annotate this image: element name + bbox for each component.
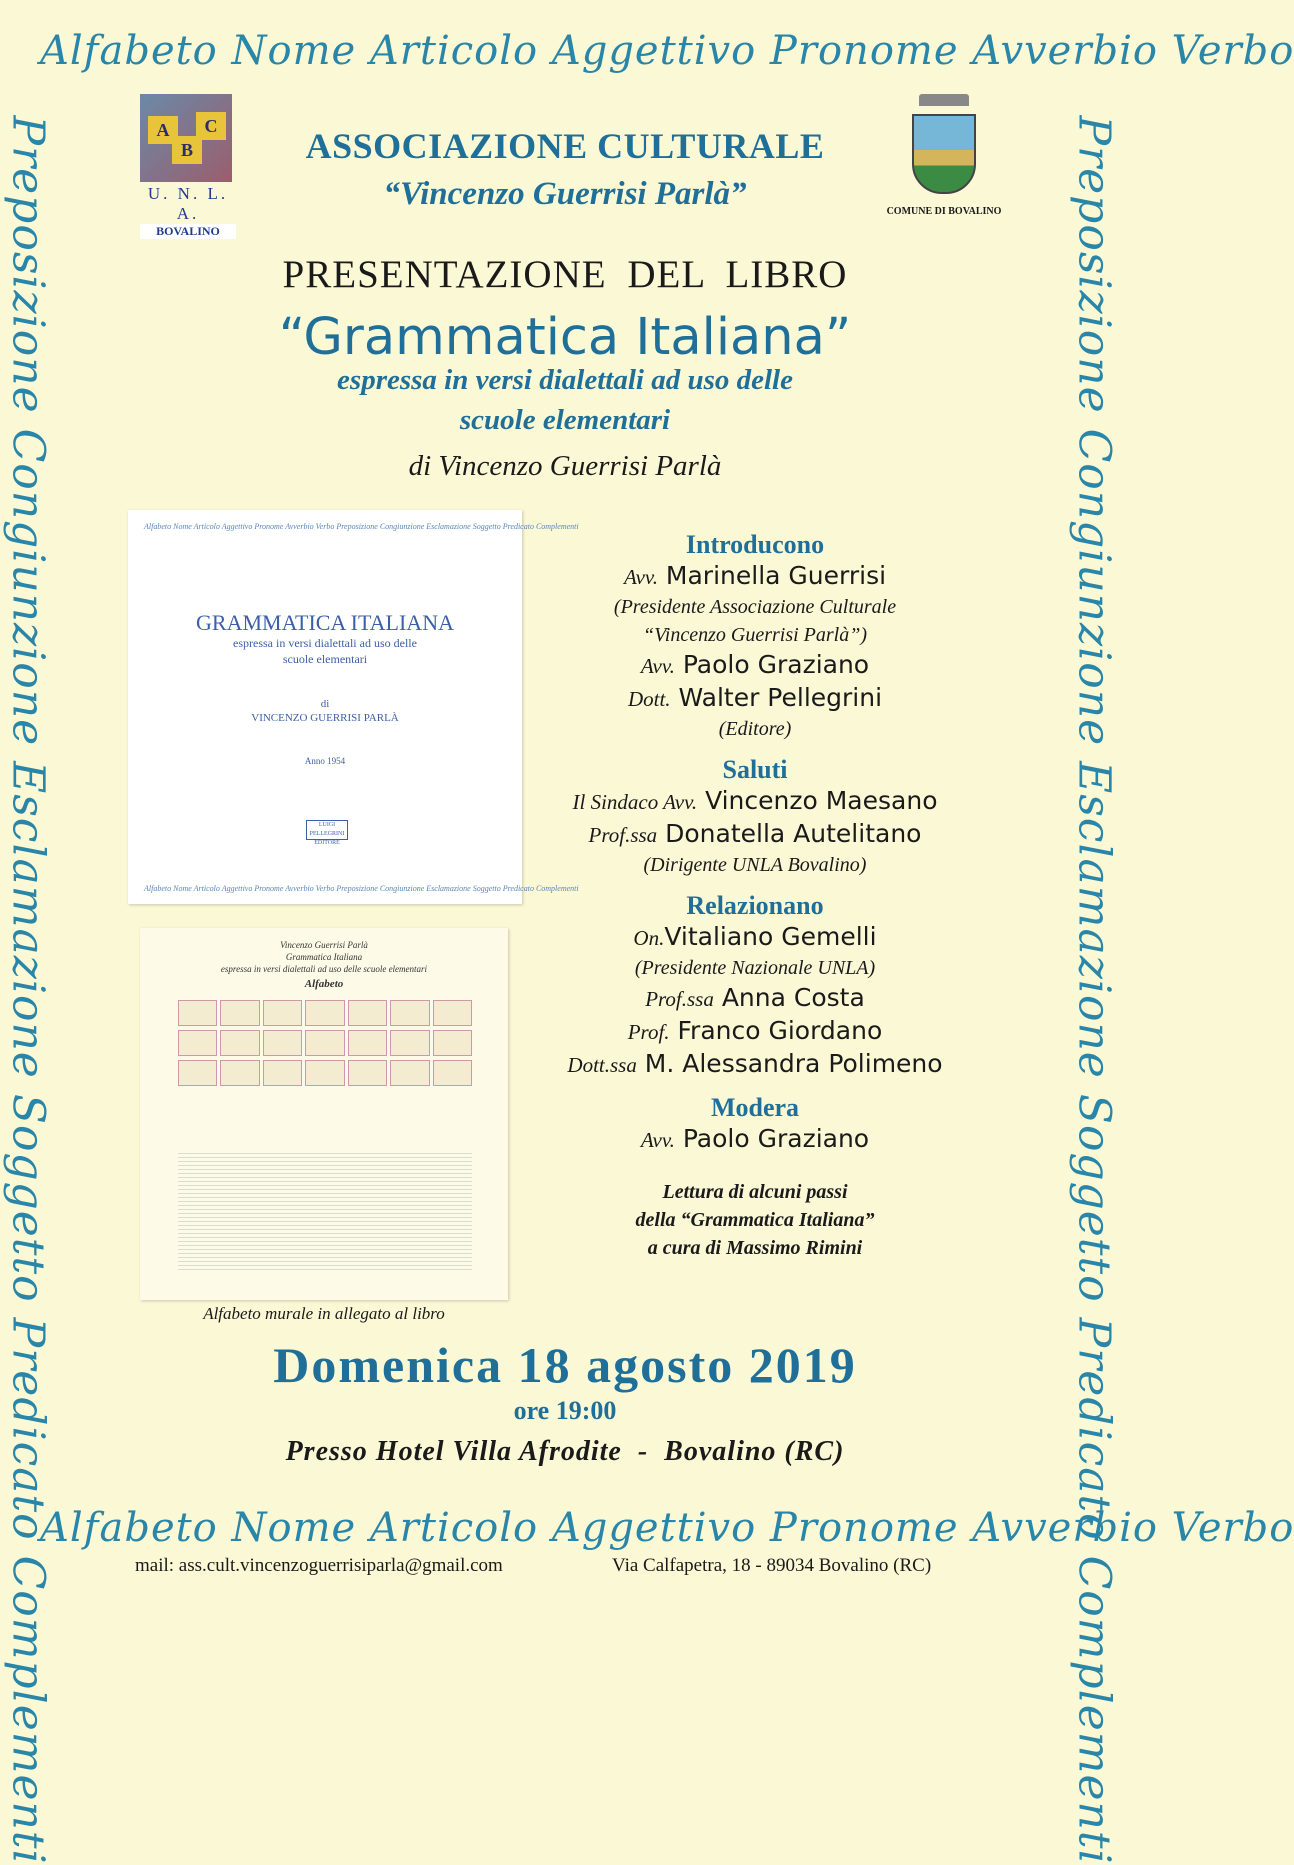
mural-cell	[220, 1030, 259, 1056]
speaker-note: “Vincenzo Guerrisi Parlà”)	[642, 624, 868, 646]
book-subtitle-line1: espressa in versi dialettali ad uso delle	[337, 364, 793, 396]
block-c: C	[196, 112, 226, 140]
speaker-note: (Presidente Nazionale UNLA)	[634, 957, 876, 979]
mural-cell	[433, 1000, 472, 1026]
mural-title: Grammatica Italiana	[285, 952, 363, 962]
cover-author: VINCENZO GUERRISI PARLÀ	[251, 712, 399, 724]
mural-cell	[390, 1030, 429, 1056]
section-introducono: Introducono	[685, 530, 825, 559]
speaker-note: (Presidente Associazione Culturale	[613, 596, 897, 618]
program	[530, 530, 980, 1262]
speaker-name: Walter Pellegrini	[678, 683, 883, 712]
speaker-rel-4	[530, 1048, 980, 1081]
unla-place: BOVALINO	[140, 224, 236, 239]
mural-cell	[263, 1060, 302, 1086]
section-saluti: Saluti	[722, 755, 788, 784]
book-subtitle-line2: scuole elementari	[459, 404, 671, 436]
speaker-rel-1	[530, 921, 980, 954]
cover-border-top: Alfabeto Nome Articolo Aggettivo Pronome Avverbio Verbo Preposizione Congiunzione Esclamazione Soggetto Predicato Complementi	[144, 522, 579, 531]
speaker-note: (Dirigente UNLA Bovalino)	[643, 854, 867, 876]
coat-of-arms-icon	[912, 114, 976, 194]
reading-line-1: Lettura di alcuni passi	[662, 1181, 848, 1203]
border-text-left: Preposizione Congiunzione Esclamazione Soggetto Predicato Complementi	[2, 115, 54, 1865]
cover-title: GRAMMATICA ITALIANA	[196, 610, 454, 635]
speaker-saluti-1	[530, 785, 980, 818]
border-text-right: Preposizione Congiunzione Esclamazione Soggetto Predicato Complementi	[1068, 115, 1120, 1865]
section-modera: Modera	[710, 1093, 800, 1122]
mural-cell	[178, 1060, 217, 1086]
event-time: ore 19:00	[513, 1396, 617, 1425]
mural-cell	[348, 1030, 387, 1056]
speaker-rel-3	[530, 1015, 980, 1048]
speaker-name: Anna Costa	[721, 983, 865, 1012]
speaker-title: Prof.ssa	[645, 987, 714, 1011]
speaker-title: Dott.	[627, 687, 671, 711]
cover-border-bottom: Alfabeto Nome Articolo Aggettivo Pronome Avverbio Verbo Preposizione Congiunzione Esclamazione Soggetto Predicato Complementi	[144, 884, 579, 893]
speaker-note: (Editore)	[718, 718, 792, 740]
cover-year: Anno 1954	[304, 756, 346, 766]
speaker-title: Il Sindaco Avv.	[572, 790, 698, 814]
speaker-name: Vitaliano Gemelli	[664, 922, 877, 951]
speaker-rel-2	[530, 982, 980, 1015]
speaker-title: Prof.	[627, 1020, 670, 1044]
book-title: “Grammatica Italiana”	[278, 308, 852, 367]
speaker-title: Avv.	[623, 565, 658, 589]
mural-cell	[305, 1000, 344, 1026]
event-date: Domenica 18 agosto 2019	[273, 1337, 857, 1393]
mural-cell	[390, 1060, 429, 1086]
block-a: A	[148, 116, 178, 144]
unla-logo	[140, 94, 236, 238]
speaker-name: Franco Giordano	[677, 1016, 883, 1045]
reading-line-2: della “Grammatica Italiana”	[635, 1209, 875, 1231]
cover-di: di	[320, 698, 330, 710]
speaker-title: Avv.	[640, 654, 675, 678]
mural-caption: Alfabeto murale in allegato al libro	[203, 1304, 445, 1323]
speaker-intro-1	[530, 560, 980, 593]
abc-blocks-icon	[140, 94, 232, 182]
speaker-title: On.	[633, 926, 665, 950]
mural-cell	[433, 1030, 472, 1056]
mural-cell	[178, 1030, 217, 1056]
unla-name: U. N. L. A.	[147, 184, 229, 223]
speaker-name: Donatella Autelitano	[665, 819, 922, 848]
footer-address: Via Calfapetra, 18 - 89034 Bovalino (RC)	[612, 1555, 932, 1576]
speaker-intro-3	[530, 682, 980, 715]
crown-icon	[919, 94, 969, 106]
border-text-top: Alfabeto Nome Articolo Aggettivo Pronome Avverbio Verbo	[40, 28, 1294, 74]
speaker-name: Vincenzo Maesano	[705, 786, 938, 815]
mural-cell	[348, 1000, 387, 1026]
book-author: di Vincenzo Guerrisi Parlà	[408, 450, 722, 482]
speaker-intro-2	[530, 649, 980, 682]
mural-cell	[305, 1060, 344, 1086]
border-text-bottom: Alfabeto Nome Articolo Aggettivo Pronome Avverbio Verbo	[40, 1505, 1294, 1551]
footer-email[interactable]: mail: ass.cult.vincenzoguerrisiparla@gmail.com	[135, 1555, 503, 1576]
mural-cell	[220, 1000, 259, 1026]
mural-author: Vincenzo Guerrisi Parlà	[280, 940, 368, 950]
mural-cell	[433, 1060, 472, 1086]
speaker-title: Dott.ssa	[567, 1053, 637, 1077]
speaker-title: Prof.ssa	[588, 823, 658, 847]
cover-subtitle-2: scuole elementari	[282, 652, 368, 666]
speaker-title: Avv.	[640, 1128, 675, 1152]
association-title: ASSOCIAZIONE CULTURALE	[305, 126, 825, 166]
publisher-logo: LUIGI PELLEGRINI EDITORE	[306, 820, 348, 840]
speaker-name: Marinella Guerrisi	[665, 561, 887, 590]
presentation-heading: PRESENTAZIONE DEL LIBRO	[282, 253, 848, 296]
mural-heading: Alfabeto	[304, 978, 344, 990]
speaker-name: Paolo Graziano	[682, 650, 870, 679]
mural-cell	[263, 1000, 302, 1026]
mural-cell	[263, 1030, 302, 1056]
mural-cell	[348, 1060, 387, 1086]
mural-subtitle: espressa in versi dialettali ad uso delle scuole elementari	[220, 964, 428, 974]
cover-subtitle-1: espressa in versi dialettali ad uso delle	[233, 636, 417, 650]
mural-verses	[178, 1150, 472, 1272]
mural-cell	[220, 1060, 259, 1086]
association-name: “Vincenzo Guerrisi Parlà”	[383, 176, 747, 212]
reading-line-3: a cura di Massimo Rimini	[647, 1237, 863, 1259]
comune-logo	[874, 94, 1014, 234]
book-cover-image	[128, 510, 579, 904]
speaker-modera	[530, 1123, 980, 1156]
comune-label: COMUNE DI BOVALINO	[886, 206, 1002, 217]
speaker-name: M. Alessandra Polimeno	[644, 1049, 943, 1078]
section-relazionano: Relazionano	[686, 891, 824, 920]
alphabet-mural-image	[140, 928, 508, 1300]
mural-cell	[390, 1000, 429, 1026]
speaker-name: Paolo Graziano	[682, 1124, 870, 1153]
speaker-saluti-2	[530, 818, 980, 851]
event-place: Presso Hotel Villa Afrodite - Bovalino (RC)	[285, 1436, 845, 1467]
mural-cell	[305, 1030, 344, 1056]
mural-cell	[178, 1000, 217, 1026]
block-b: B	[172, 136, 202, 164]
mural-letter-grid	[178, 1000, 472, 1086]
